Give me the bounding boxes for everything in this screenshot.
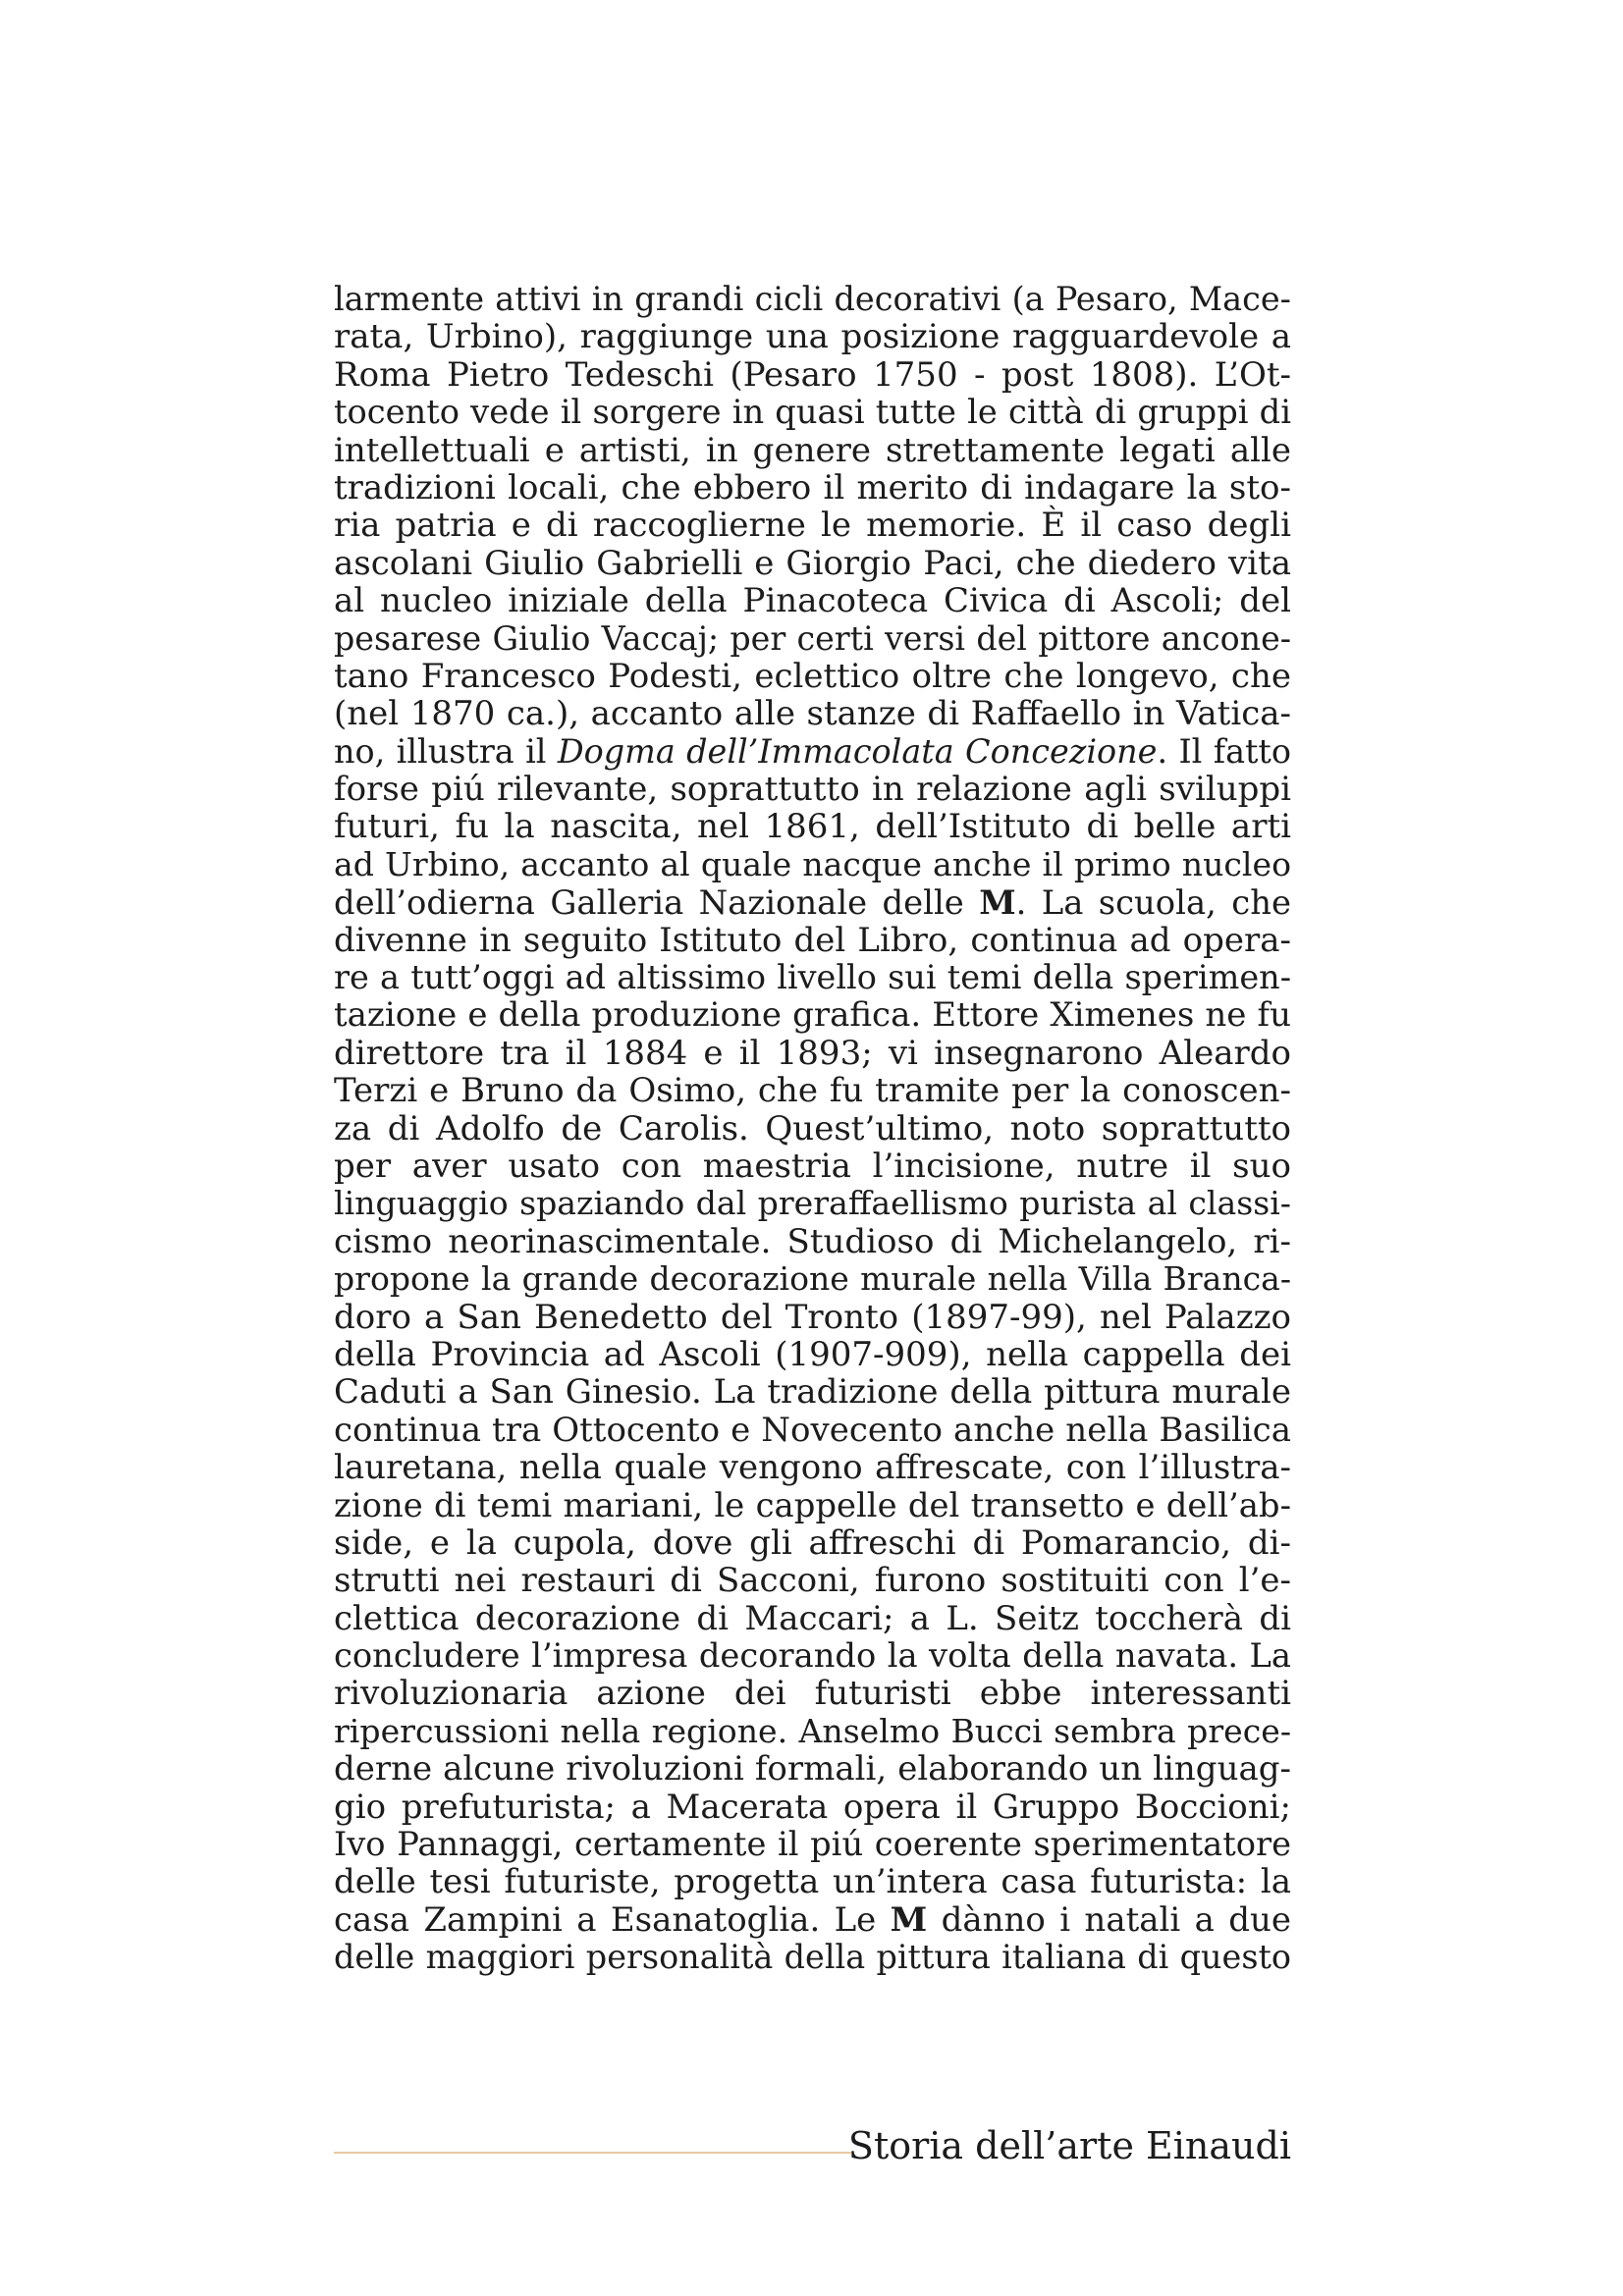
text-segment: futuri, fu la nascita, nel 1861, dell’Istituto di belle arti: [334, 807, 1291, 847]
text-segment: Dogma dell’Immacolata Concezione: [557, 731, 1158, 771]
text-segment: linguaggio spaziando dal preraffaellismo purista al classi-: [334, 1184, 1291, 1223]
text-line: [334, 1939, 1291, 1976]
text-segment: zione di temi mariani, le cappelle del transetto e dell’ab-: [334, 1485, 1291, 1524]
text-segment: rivoluzionaria azione dei futuristi ebbe interessanti: [334, 1674, 1291, 1714]
text-line: [334, 469, 1291, 507]
text-line: [334, 1789, 1291, 1826]
text-line: [334, 1524, 1291, 1562]
text-segment: forse piú rilevante, soprattutto in relazione agli sviluppi: [334, 770, 1291, 810]
text-line: [334, 281, 1291, 318]
text-segment: (nel 1870 ca.), accanto alle stanze di Raffaello in Vatica-: [334, 694, 1291, 734]
text-line: [334, 1562, 1291, 1599]
text-line: [334, 356, 1291, 394]
text-line: [334, 432, 1291, 469]
text-line: [334, 1035, 1291, 1072]
text-line: [334, 1260, 1291, 1298]
text-segment: tazione e della produzione grafica. Ettore Ximenes ne fu: [334, 995, 1291, 1036]
text-segment: ascolani Giulio Gabrielli e Giorgio Paci, che diedero vita: [334, 543, 1291, 583]
text-segment: larmente attivi in grandi cicli decorativi (a Pesaro, Mace-: [334, 280, 1291, 318]
text-line: [334, 1072, 1291, 1109]
text-segment: Ivo Pannaggi, certamente il piú coerente sperimentatore: [334, 1825, 1291, 1864]
text-segment: doro a San Benedetto del Tronto (1897-99), nel Palazzo: [334, 1297, 1291, 1337]
text-line: [334, 545, 1291, 582]
text-segment: M: [890, 1899, 928, 1940]
text-segment: divenne in seguito Istituto del Libro, continua ad opera-: [334, 920, 1291, 960]
text-line: [334, 733, 1291, 771]
text-line: [334, 1412, 1291, 1449]
text-line: [334, 1223, 1291, 1260]
text-segment: casa Zampini a Esanatoglia. Le: [334, 1899, 891, 1940]
text-segment: direttore tra il 1884 e il 1893; vi insegnarono Aleardo: [334, 1033, 1291, 1073]
text-segment: continua tra Ottocento e Novecento anche nella Basilica: [334, 1410, 1291, 1450]
text-segment: za di Adolfo de Carolis. Quest’ultimo, noto soprattutto: [334, 1108, 1291, 1148]
text-segment: dell’odierna Galleria Nazionale delle: [334, 883, 980, 923]
text-segment: re a tutt’oggi ad altissimo livello sui temi della sperimen-: [334, 958, 1291, 997]
text-segment: ripercussioni nella regione. Anselmo Bucci sembra prece-: [334, 1711, 1291, 1750]
text-segment: intellettuali e artisti, in genere strettamente legati alle: [334, 430, 1291, 470]
text-line: [334, 1185, 1291, 1222]
text-line: [334, 658, 1291, 695]
text-line: [334, 1826, 1291, 1863]
text-line: [334, 1449, 1291, 1486]
text-segment: clettica decorazione di Maccari; a L. Seitz toccherà di: [334, 1598, 1291, 1638]
text-segment: al nucleo iniziale della Pinacoteca Civica di Ascoli; del: [334, 581, 1291, 621]
text-line: [334, 1675, 1291, 1712]
text-segment: Roma Pietro Tedeschi (Pesaro 1750 - post 1808). L’Ot-: [334, 354, 1291, 395]
text-line: [334, 771, 1291, 808]
text-line: [334, 1750, 1291, 1788]
text-line: [334, 318, 1291, 355]
text-segment: tradizioni locali, che ebbero il merito di indagare la sto-: [334, 467, 1291, 507]
text-line: [334, 1487, 1291, 1524]
text-segment: tano Francesco Podesti, eclettico oltre che longevo, che: [334, 656, 1291, 696]
text-segment: cismo neorinascimentale. Studioso di Michelangelo, ri-: [334, 1221, 1291, 1261]
text-segment: gio prefuturista; a Macerata opera il Gruppo Boccioni;: [334, 1787, 1291, 1827]
text-segment: . La scuola, che: [1015, 883, 1291, 923]
text-line: [334, 808, 1291, 845]
text-segment: rata, Urbino), raggiunge una posizione ragguardevole a: [334, 317, 1291, 357]
text-segment: Caduti a San Ginesio. La tradizione della pittura murale: [334, 1372, 1291, 1413]
text-line: [334, 1148, 1291, 1185]
text-segment: della Provincia ad Ascoli (1907-909), nella cappella dei: [334, 1334, 1291, 1374]
text-line: [334, 620, 1291, 658]
text-line: [334, 394, 1291, 431]
text-segment: M: [979, 882, 1016, 923]
text-segment: delle maggiori personalità della pittura italiana di questo: [334, 1938, 1291, 1977]
text-line: [334, 1901, 1291, 1939]
text-segment: pesarese Giulio Vaccaj; per certi versi del pittore ancone-: [334, 618, 1291, 658]
text-line: [334, 1373, 1291, 1411]
text-segment: delle tesi futuriste, progetta un’intera casa futurista: la: [334, 1862, 1291, 1902]
text-segment: per aver usato con maestria l’incisione, nutre il suo: [334, 1146, 1291, 1186]
text-line: [334, 1863, 1291, 1900]
text-line: [334, 1299, 1291, 1336]
text-segment: concludere l’impresa decorando la volta della navata. La: [334, 1636, 1291, 1676]
text-segment: derne alcune rivoluzioni formali, elaborando un linguag-: [334, 1749, 1291, 1789]
text-line: [334, 1713, 1291, 1750]
text-line: [334, 1110, 1291, 1148]
text-segment: . Il fatto: [1157, 731, 1291, 771]
page-footer: [334, 2116, 1291, 2175]
text-line: [334, 883, 1291, 921]
text-segment: tocento vede il sorgere in quasi tutte le città di gruppi di: [334, 393, 1291, 432]
text-segment: lauretana, nella quale vengono affrescate, con l’illustra-: [334, 1448, 1291, 1488]
text-line: [334, 846, 1291, 883]
text-segment: no, illustra il: [334, 731, 558, 771]
footer-rule: [334, 2152, 854, 2154]
text-segment: strutti nei restauri di Sacconi, furono sostituiti con l’e-: [334, 1561, 1291, 1601]
body-text: [334, 281, 1291, 1977]
text-line: [334, 922, 1291, 959]
text-line: [334, 1637, 1291, 1675]
text-line: [334, 507, 1291, 544]
text-line: [334, 996, 1291, 1034]
text-segment: dànno i natali a due: [927, 1899, 1291, 1940]
text-line: [334, 1600, 1291, 1637]
text-line: [334, 959, 1291, 996]
text-line: [334, 582, 1291, 619]
text-segment: Terzi e Bruno da Osimo, che fu tramite per la conoscen-: [334, 1071, 1291, 1111]
text-segment: ad Urbino, accanto al quale nacque anche il primo nucleo: [334, 844, 1291, 883]
footer-title: Storia dell’arte Einaudi: [847, 2124, 1291, 2167]
text-segment: ria patria e di raccoglierne le memorie. È il caso degli: [334, 506, 1291, 546]
text-line: [334, 695, 1291, 732]
text-line: [334, 1336, 1291, 1373]
text-segment: side, e la cupola, dove gli affreschi di Pomarancio, di-: [334, 1522, 1291, 1563]
text-segment: propone la grande decorazione murale nella Villa Branca-: [334, 1259, 1291, 1299]
